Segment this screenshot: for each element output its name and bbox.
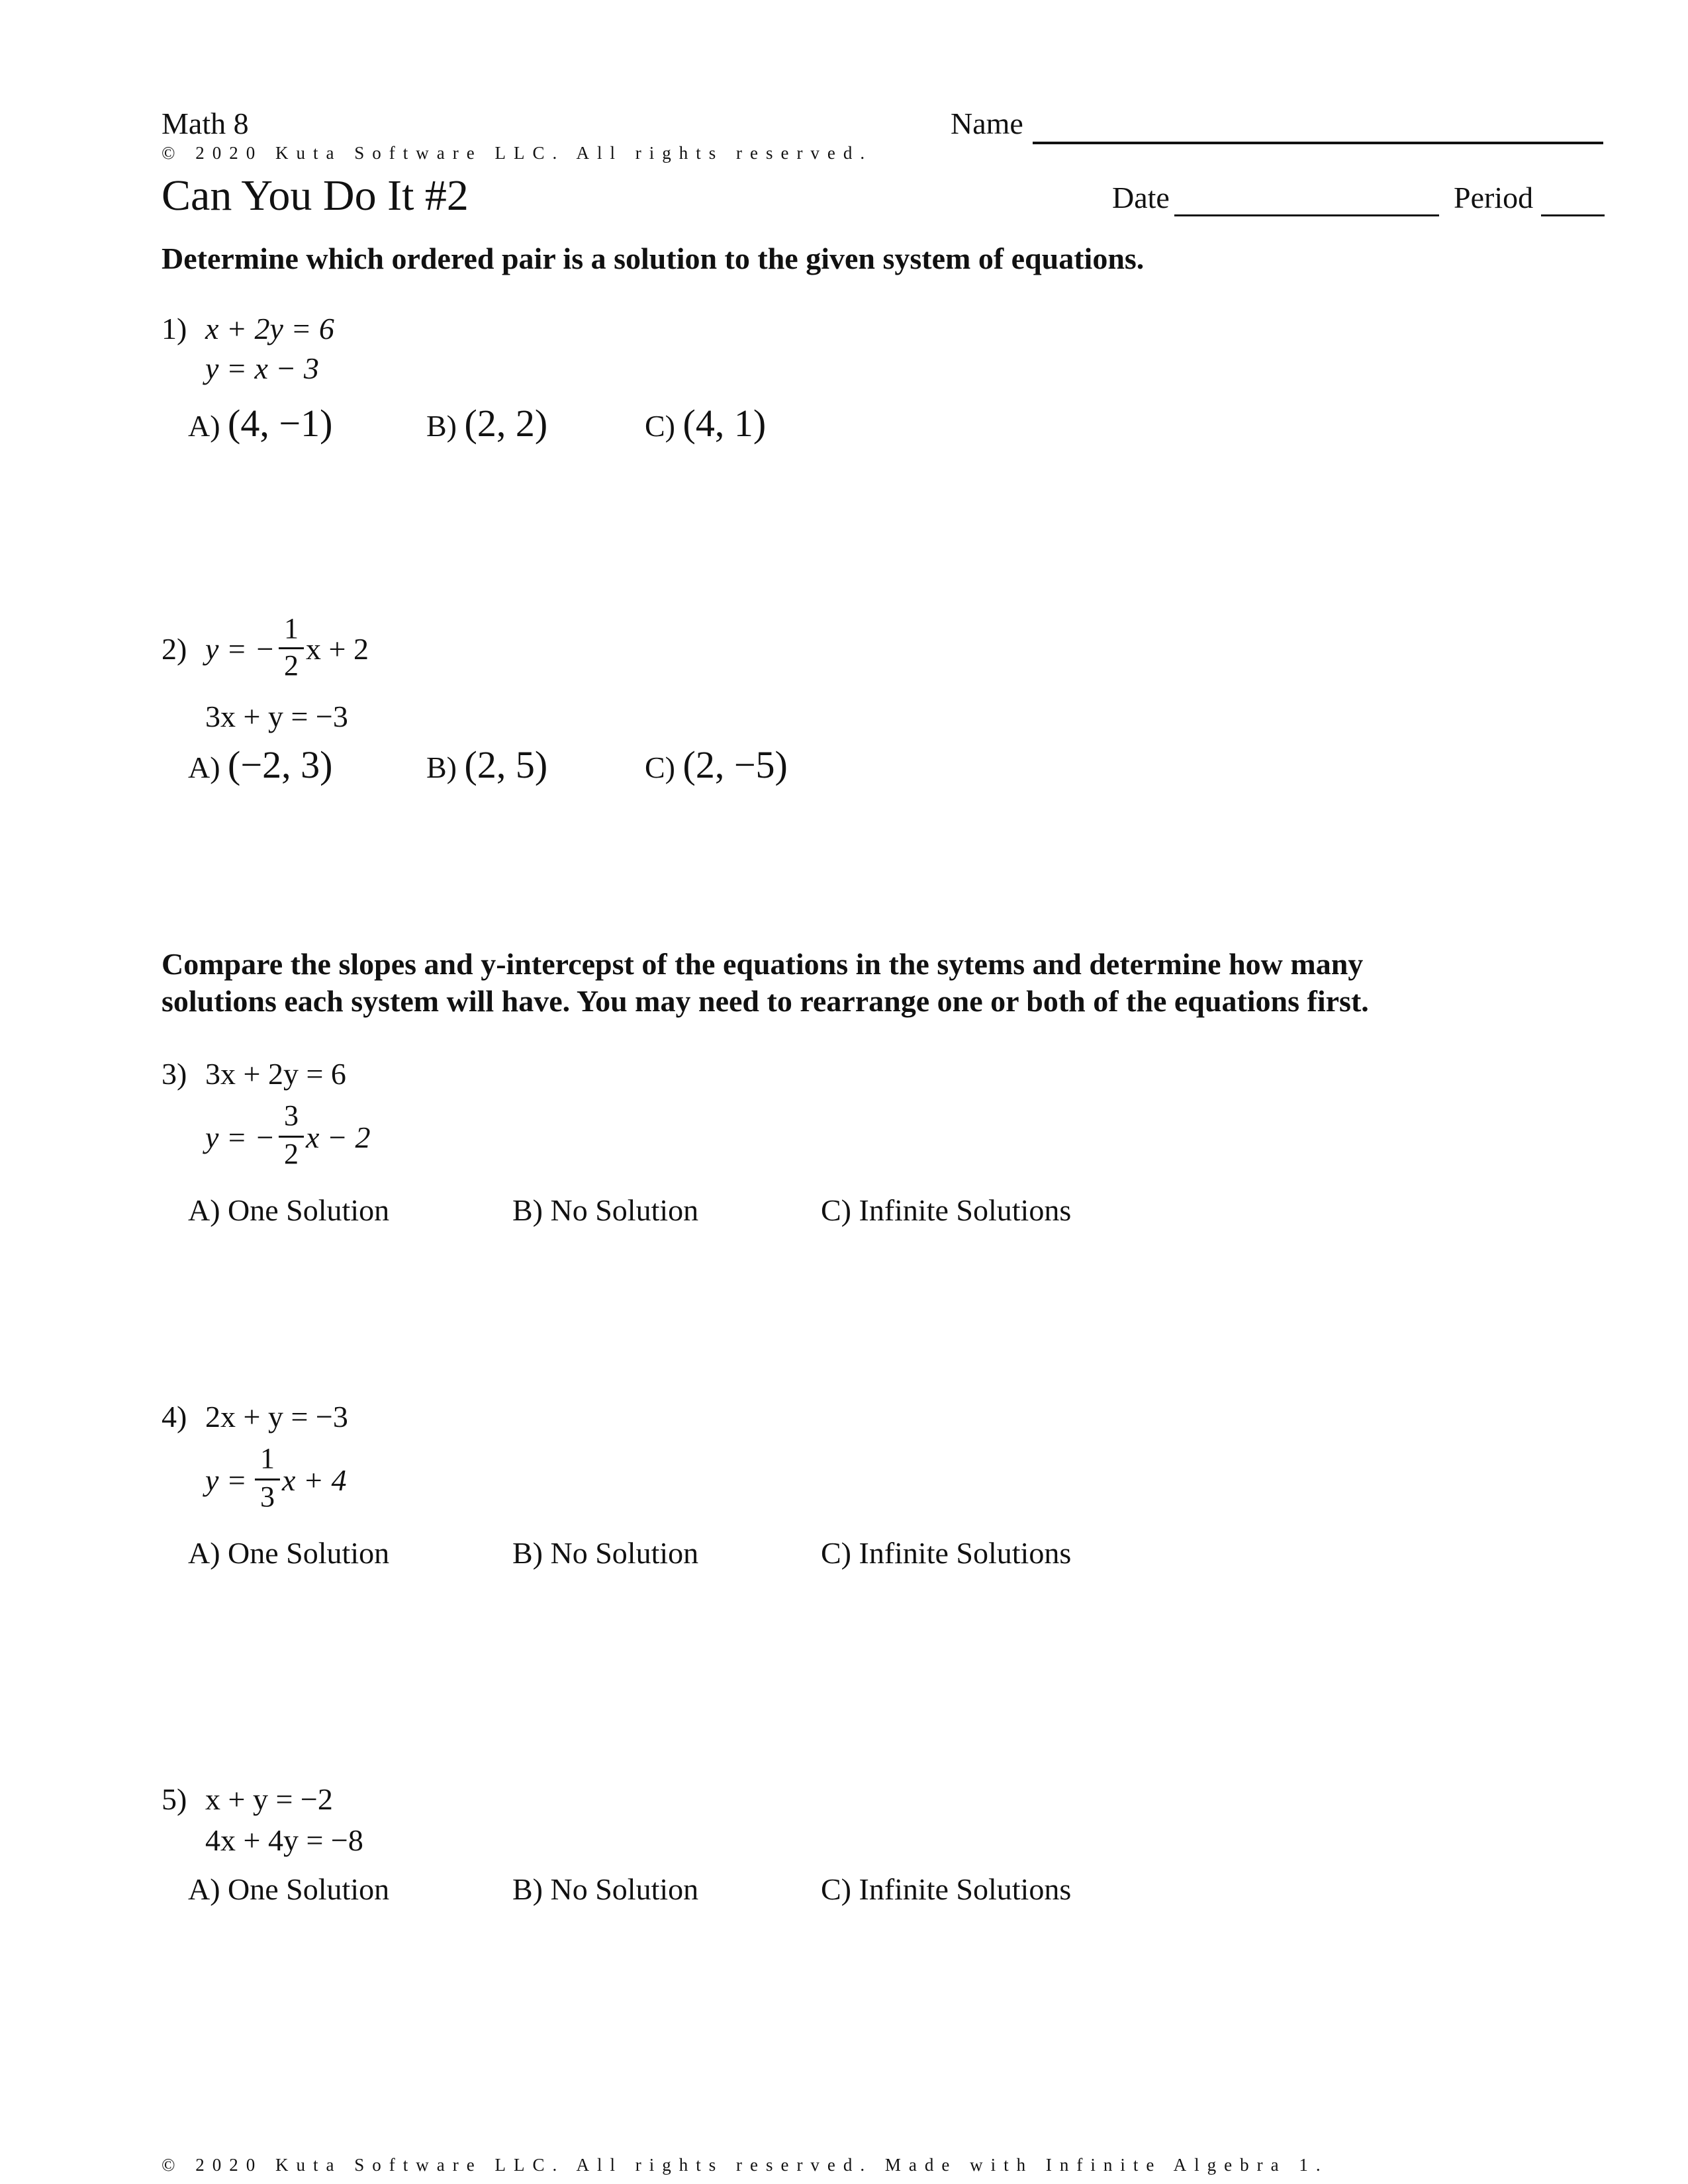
- worksheet-title: Can You Do It #2: [162, 171, 469, 220]
- equation-2: y = x − 3: [205, 351, 319, 385]
- equation-1: 2x + y = −3: [205, 1400, 348, 1433]
- choice-b[interactable]: [512, 1193, 698, 1228]
- choice-c[interactable]: [645, 743, 788, 787]
- choice-value: (4, 1): [682, 402, 767, 445]
- fraction-numerator: 3: [284, 1099, 299, 1132]
- choice-a[interactable]: [188, 1535, 389, 1570]
- equation-2: 4x + 4y = −8: [205, 1823, 363, 1857]
- choice-value: (2, 5): [464, 743, 548, 786]
- problem-number: 4): [162, 1400, 187, 1433]
- section1-instructions: Determine which ordered pair is a solution to the given system of equations.: [162, 242, 1145, 275]
- choice-letter: C): [645, 751, 675, 784]
- choice-letter: A): [188, 1536, 220, 1570]
- equation-1: x + y = −2: [205, 1782, 333, 1816]
- name-label: Name: [951, 107, 1023, 140]
- choice-b[interactable]: [426, 401, 547, 445]
- choice-letter: B): [426, 751, 457, 784]
- section2-instructions-line-2: solutions each system will have. You may need to rearrange one or both of the equations first.: [162, 984, 1369, 1018]
- equation-2-prefix: y = −: [205, 1120, 275, 1154]
- date-field[interactable]: [1174, 214, 1439, 216]
- choice-value: Infinite Solutions: [859, 1193, 1072, 1227]
- choice-c[interactable]: [821, 1535, 1071, 1570]
- equation-1-prefix: y = −: [205, 632, 275, 666]
- equation-2-suffix: x − 2: [306, 1120, 371, 1154]
- equation-2-suffix: x + 4: [282, 1463, 347, 1497]
- problem-number: 2): [162, 632, 187, 666]
- problem-number: 1): [162, 312, 187, 345]
- choice-letter: C): [821, 1872, 851, 1906]
- choice-b[interactable]: [512, 1872, 698, 1907]
- choice-letter: B): [512, 1872, 543, 1906]
- problem-number: 5): [162, 1782, 187, 1816]
- choice-value: No Solution: [550, 1872, 699, 1906]
- choice-value: (2, −5): [682, 743, 788, 786]
- fraction-numerator: 1: [260, 1442, 275, 1475]
- equation-1: 3x + 2y = 6: [205, 1057, 346, 1091]
- choice-value: One Solution: [228, 1872, 390, 1906]
- copyright-notice: © 2020 Kuta Software LLC. All rights reserved.: [162, 143, 873, 163]
- fraction-denominator: 3: [260, 1480, 275, 1513]
- equation-1-suffix: x + 2: [306, 632, 369, 666]
- course-name: Math 8: [162, 107, 249, 140]
- choice-letter: A): [188, 409, 220, 443]
- choice-letter: B): [512, 1193, 543, 1227]
- choice-value: Infinite Solutions: [859, 1536, 1072, 1570]
- choice-letter: C): [821, 1193, 851, 1227]
- choice-value: No Solution: [550, 1193, 699, 1227]
- section2-instructions-line-1: Compare the slopes and y-intercepst of the equations in the sytems and determine how many: [162, 947, 1364, 981]
- choice-value: No Solution: [550, 1536, 699, 1570]
- fraction-numerator: 1: [284, 612, 299, 645]
- choice-a[interactable]: [188, 1872, 389, 1907]
- fraction-denominator: 2: [284, 649, 299, 682]
- choice-b[interactable]: [512, 1535, 698, 1570]
- equation-2-prefix: y =: [205, 1463, 247, 1497]
- choice-value: One Solution: [228, 1536, 390, 1570]
- choice-letter: A): [188, 1872, 220, 1906]
- choice-a[interactable]: [188, 743, 332, 787]
- period-label: Period: [1454, 181, 1534, 214]
- date-label: Date: [1112, 181, 1170, 214]
- choice-value: (−2, 3): [228, 743, 333, 786]
- choice-value: Infinite Solutions: [859, 1872, 1072, 1906]
- equation-1: x + 2y = 6: [205, 312, 334, 345]
- problem-number: 3): [162, 1057, 187, 1091]
- choice-value: One Solution: [228, 1193, 390, 1227]
- choice-b[interactable]: [426, 743, 547, 787]
- choice-a[interactable]: [188, 401, 332, 445]
- equation-2: 3x + y = −3: [205, 700, 348, 733]
- choice-c[interactable]: [821, 1193, 1071, 1228]
- choice-letter: A): [188, 1193, 220, 1227]
- choice-value: (4, −1): [228, 402, 333, 445]
- choice-value: (2, 2): [464, 402, 548, 445]
- choice-letter: C): [645, 409, 675, 443]
- choice-letter: C): [821, 1536, 851, 1570]
- name-field[interactable]: [1033, 142, 1603, 144]
- fraction-denominator: 2: [284, 1138, 299, 1170]
- period-field[interactable]: [1541, 214, 1605, 216]
- choice-c[interactable]: [645, 401, 766, 445]
- footer-copyright: © 2020 Kuta Software LLC. All rights reserved. Made with Infinite Algebra 1.: [162, 2155, 1329, 2175]
- choice-letter: B): [426, 409, 457, 443]
- choice-letter: A): [188, 751, 220, 784]
- choice-letter: B): [512, 1536, 543, 1570]
- choice-a[interactable]: [188, 1193, 389, 1228]
- choice-c[interactable]: [821, 1872, 1071, 1907]
